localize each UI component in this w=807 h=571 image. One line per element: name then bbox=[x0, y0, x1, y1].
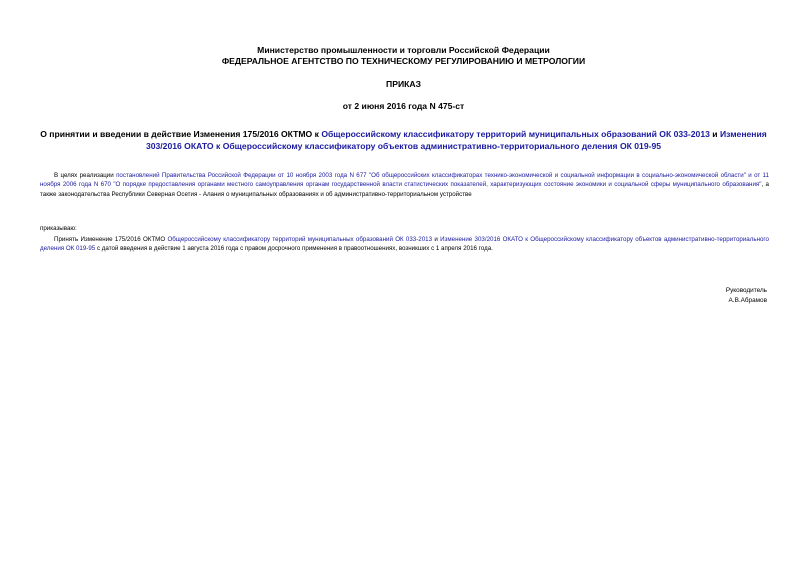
order-text-3: с датой введения в действие 1 августа 2016 года с правом досрочного применения в правоотношениях, возникших с 1 апреля 2016 года. bbox=[95, 245, 493, 253]
signatory-name: А.В.Абрамов bbox=[728, 297, 767, 304]
document-title bbox=[40, 129, 767, 152]
ministry-name: Министерство промышленности и торговли Российской Федерации bbox=[257, 45, 550, 55]
order-text-2: и bbox=[432, 236, 441, 243]
preamble-text-2: , а также законодательства Республики Северная Осетия - Алания о муниципальных образованиях и об административно-территориальном устройстве bbox=[40, 181, 769, 198]
order-paragraph bbox=[40, 235, 769, 254]
signatory-role: Руководитель bbox=[725, 287, 767, 294]
title-link-okato[interactable]: Изменения 303/2016 ОКАТО к Общероссийскому классификатору объектов административно-территориального деления ОК 019-95 bbox=[145, 129, 767, 151]
decree-word: приказываю: bbox=[40, 225, 77, 232]
document-type: ПРИКАЗ bbox=[386, 79, 421, 89]
title-link-oktmo[interactable]: Общероссийскому классификатору территорий муниципальных образований ОК 033-2013 bbox=[321, 129, 710, 139]
title-text-2: и bbox=[709, 129, 720, 139]
order-link-okato[interactable]: Изменение 303/2016 ОКАТО к Общероссийскому классификатору объектов административно-территориального деления ОК 019-95 bbox=[40, 236, 769, 253]
preamble-paragraph bbox=[40, 171, 769, 199]
document-date: от 2 июня 2016 года N 475-ст bbox=[342, 101, 465, 111]
title-text-1: О принятии и введении в действие Изменения 175/2016 ОКТМО к bbox=[40, 129, 322, 139]
preamble-text-1: В целях реализации bbox=[54, 172, 117, 179]
order-text-1: Принять Изменение 175/2016 ОКТМО bbox=[54, 236, 168, 243]
preamble-link-government-decrees[interactable]: постановлений Правительства Российской Федерации от 10 ноября 2003 года N 677 "Об общероссийских классификаторах технико-экономической и социальной информации в социально-экономической области" и от 11 ноября 2006 года N 670 "О порядке предоставления органами местного самоуправления органам государственной власти статистических показателей, характеризующих состояние экономики и социальной сферы муниципального образования" bbox=[40, 172, 769, 189]
agency-name: ФЕДЕРАЛЬНОЕ АГЕНТСТВО ПО ТЕХНИЧЕСКОМУ РЕГУЛИРОВАНИЮ И МЕТРОЛОГИИ bbox=[221, 56, 586, 66]
order-link-oktmo[interactable]: Общероссийскому классификатору территорий муниципальных образований ОК 033-2013 bbox=[167, 236, 433, 243]
